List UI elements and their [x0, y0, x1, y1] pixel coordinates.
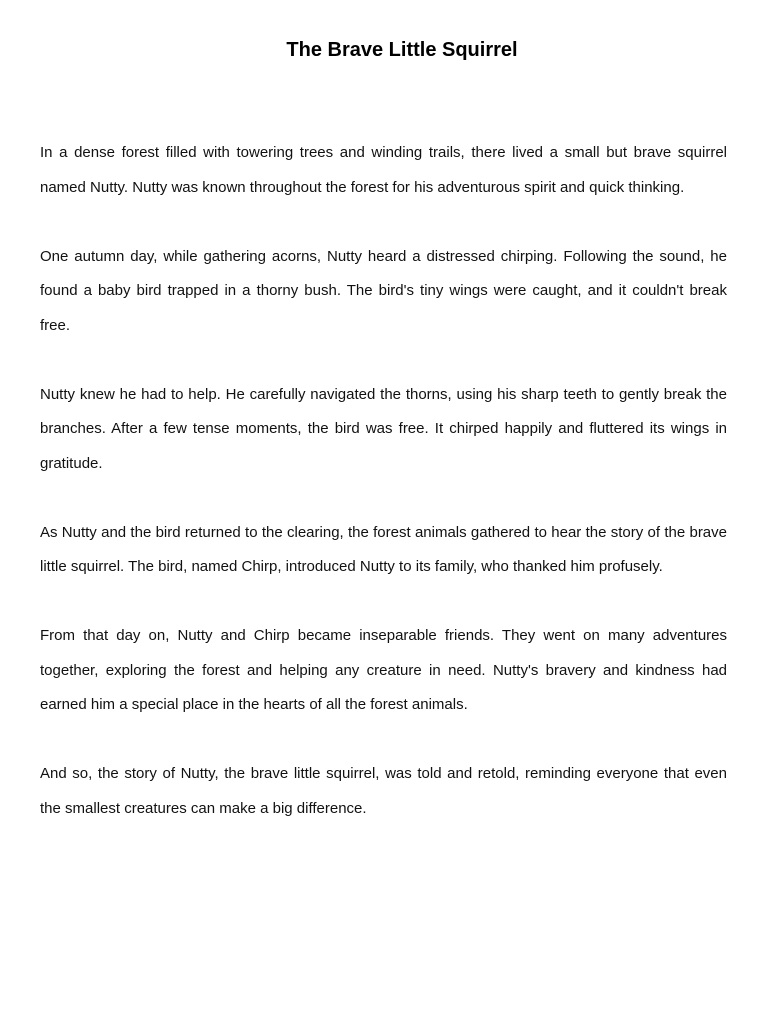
paragraph: From that day on, Nutty and Chirp became inseparable friends. They went on many adventures together, exploring the forest and helping any creature in need. Nutty's bravery and kindness had earned him a special place in the hearts of all the forest animals. [40, 627, 727, 713]
document-body [40, 136, 727, 861]
paragraph: As Nutty and the bird returned to the clearing, the forest animals gathered to hear the story of the brave little squirrel. The bird, named Chirp, introduced Nutty to its family, who thanked him profusely. [40, 523, 727, 575]
paragraph: One autumn day, while gathering acorns, Nutty heard a distressed chirping. Following the sound, he found a baby bird trapped in a thorny bush. The bird's tiny wings were caught, and it couldn't break free. [40, 247, 727, 334]
paragraph: Nutty knew he had to help. He carefully navigated the thorns, using his sharp teeth to gently break the branches. After a few tense moments, the bird was free. It chirped happily and fluttered its wings in gratitude. [40, 385, 727, 472]
document-title: The Brave Little Squirrel [286, 39, 518, 61]
paragraph: And so, the story of Nutty, the brave little squirrel, was told and retold, reminding everyone that even the smallest creatures can make a big difference. [40, 765, 727, 817]
paragraph: In a dense forest filled with towering trees and winding trails, there lived a small but brave squirrel named Nutty. Nutty was known throughout the forest for his adventurous spirit and quick thinking. [40, 144, 727, 196]
